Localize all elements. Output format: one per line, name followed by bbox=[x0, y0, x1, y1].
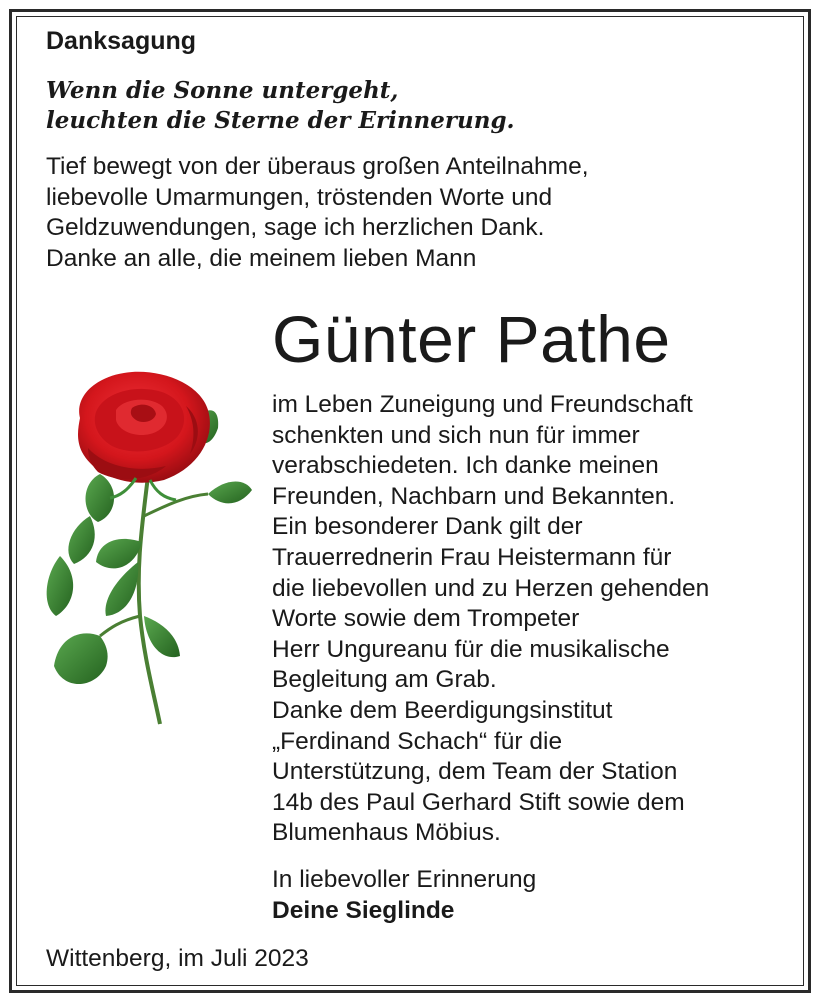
body-line: im Leben Zuneigung und Freundschaft bbox=[272, 391, 693, 418]
intro-line: Danke an alle, die meinem lieben Mann bbox=[46, 244, 477, 272]
place-date: Wittenberg, im Juli 2023 bbox=[46, 945, 309, 972]
rose-image bbox=[40, 366, 255, 731]
body-line: verabschiedeten. Ich danke meinen bbox=[272, 452, 659, 480]
deceased-name: Günter Pathe bbox=[272, 302, 671, 376]
body-line: Worte sowie dem Trompeter bbox=[272, 605, 580, 633]
heading: Danksagung bbox=[46, 27, 197, 55]
closing-greeting: In liebevoller Erinnerung bbox=[272, 866, 537, 893]
body-line: schenkten und sich nun für immer bbox=[272, 421, 640, 449]
intro-line: liebevolle Umarmungen, tröstenden Worte und bbox=[46, 183, 553, 211]
intro-line: Tief bewegt von der überaus großen Anteilnahme, bbox=[46, 153, 589, 180]
intro-text bbox=[46, 152, 589, 274]
body-line: Herr Ungureanu für die musikalische bbox=[272, 635, 670, 663]
closing bbox=[272, 864, 536, 926]
motto-line: Wenn die Sonne untergeht, bbox=[46, 77, 399, 104]
body-line: „Ferdinand Schach“ für die bbox=[272, 727, 563, 755]
body-line: Blumenhaus Möbius. bbox=[272, 819, 501, 847]
intro-line: Geldzuwendungen, sage ich herzlichen Dank. bbox=[46, 214, 545, 241]
signature: Deine Sieglinde bbox=[272, 897, 455, 924]
body-line: Ein besonderer Dank gilt der bbox=[272, 513, 583, 541]
body-line: 14b des Paul Gerhard Stift sowie dem bbox=[272, 788, 685, 816]
body-line: Danke dem Beerdigungsinstitut bbox=[272, 696, 613, 724]
body-line: Freunden, Nachbarn und Bekannten. bbox=[272, 482, 676, 510]
body-line: Trauerrednerin Frau Heistermann für bbox=[272, 543, 672, 571]
body-line: Unterstützung, dem Team der Station bbox=[272, 758, 678, 786]
body-line: Begleitung am Grab. bbox=[272, 666, 497, 694]
body-line: die liebevollen und zu Herzen gehenden bbox=[272, 574, 710, 602]
motto-line: leuchten die Sterne der Erinnerung. bbox=[46, 107, 515, 134]
body-text bbox=[272, 390, 709, 849]
motto bbox=[46, 76, 515, 136]
